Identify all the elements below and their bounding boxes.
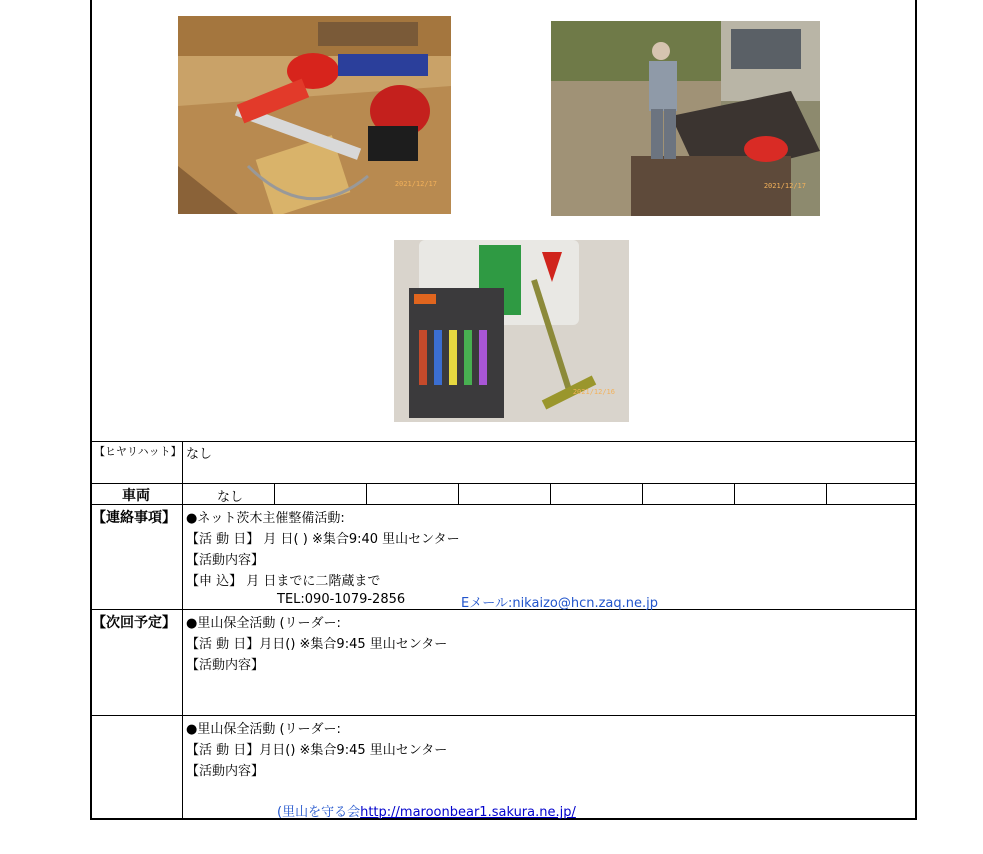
- next-line2: 【活 動 日】月日() ※集合9:45 里山センター: [186, 637, 448, 652]
- oil-and-tools-photo: [394, 240, 629, 422]
- table-line: [642, 483, 643, 504]
- outdoor-work-photo: [551, 21, 820, 216]
- hiyari-label: 【ヒヤリハット】: [94, 445, 182, 458]
- vehicle-label: 車両: [122, 488, 150, 504]
- table-line: [366, 483, 367, 504]
- contact-line3: 【活動内容】: [186, 553, 265, 568]
- report-sheet: [90, 0, 917, 820]
- vehicle-value: なし: [217, 490, 244, 505]
- next2-line3: 【活動内容】: [186, 764, 265, 779]
- photo-date-stamp: 2021/12/17: [394, 180, 437, 188]
- next-line1: ●里山保全活動 (リーダー:: [186, 616, 341, 631]
- table-line: [92, 715, 915, 716]
- table-line: [458, 483, 459, 504]
- table-line: [92, 483, 915, 484]
- table-line: [274, 483, 275, 504]
- footer-url-link[interactable]: http://maroonbear1.sakura.ne.jp/: [360, 805, 576, 820]
- next2-line2: 【活 動 日】月日() ※集合9:45 里山センター: [186, 743, 448, 758]
- table-line: [826, 483, 827, 504]
- hiyari-value: なし: [186, 447, 213, 462]
- contact-line1: ●ネット茨木主催整備活動:: [186, 511, 345, 526]
- table-line: [92, 504, 915, 505]
- table-line: [550, 483, 551, 504]
- footer-link-line: [277, 801, 576, 820]
- photo-date-stamp: 2021/12/16: [572, 388, 615, 396]
- contact-label: 【連絡事項】: [92, 510, 176, 526]
- next-line3: 【活動内容】: [186, 658, 265, 673]
- chainsaw-workbench-photo: [178, 16, 451, 214]
- next2-line1: ●里山保全活動 (リーダー:: [186, 722, 341, 737]
- table-line: [92, 441, 915, 442]
- contact-line4: 【申 込】 月 日までに二階蔵まで: [186, 574, 381, 589]
- contact-tel: TEL:090-1079-2856: [277, 592, 406, 607]
- photo-date-stamp: 2021/12/17: [763, 182, 806, 190]
- table-line: [182, 441, 183, 818]
- contact-line2: 【活 動 日】 月 日( ) ※集合9:40 里山センター: [186, 532, 460, 547]
- contact-email[interactable]: Eメール:nikaizo@hcn.zaq.ne.jp: [461, 596, 659, 611]
- next-label: 【次回予定】: [92, 615, 176, 631]
- footer-prefix: (里山を守る会: [277, 805, 361, 820]
- table-line: [734, 483, 735, 504]
